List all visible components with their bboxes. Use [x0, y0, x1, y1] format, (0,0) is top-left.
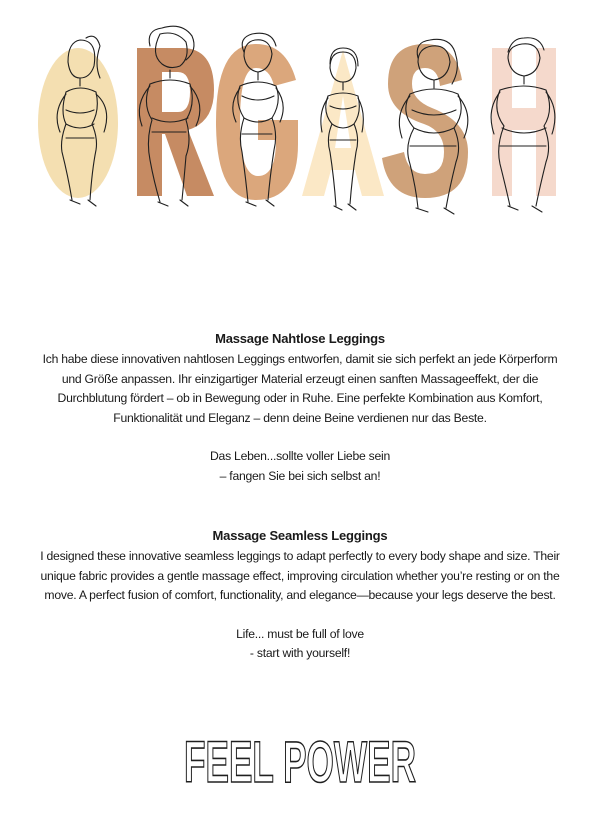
slogan-banner	[0, 730, 600, 794]
german-section	[40, 331, 560, 486]
german-quote-line-2: – fangen Sie bei sich selbst an!	[219, 468, 381, 483]
german-heading: Massage Nahtlose Leggings	[215, 331, 385, 346]
german-body: Ich habe diese innovativen nahtlosen Leggings entworfen, damit sie sich perfekt an jede Körperform und Größe anpassen. Ihr einzigartiger Material erzeugt einen sanften Massageeffekt, der die Durchblutung fördert – ob in Bewegung oder in Ruhe. Eine perfekte Kombination aus Komfort, Funktionalität und Eleganz – denn deine Beine verdienen nur das Beste.	[42, 352, 558, 425]
english-heading: Massage Seamless Leggings	[212, 528, 388, 543]
english-body: I designed these innovative seamless leggings to adapt perfectly to every body shape and size. Their unique fabric provides a gentle massage effect, improving circulation whether you’re resting or on the move. A perfect fusion of comfort, functionality, and elegance—because your legs deserve the best.	[40, 549, 560, 602]
brand-letter-s	[382, 44, 468, 198]
brand-banner	[0, 0, 600, 230]
english-quote-line-1: Life... must be full of love	[236, 626, 364, 641]
german-quote-line-1: Das Leben...sollte voller Liebe sein	[209, 449, 391, 463]
slogan-text: FEEL POWER	[184, 730, 416, 794]
brand-letter-a	[302, 50, 384, 196]
english-section	[40, 528, 560, 664]
english-quote-line-2: - start with yourself!	[249, 646, 351, 660]
